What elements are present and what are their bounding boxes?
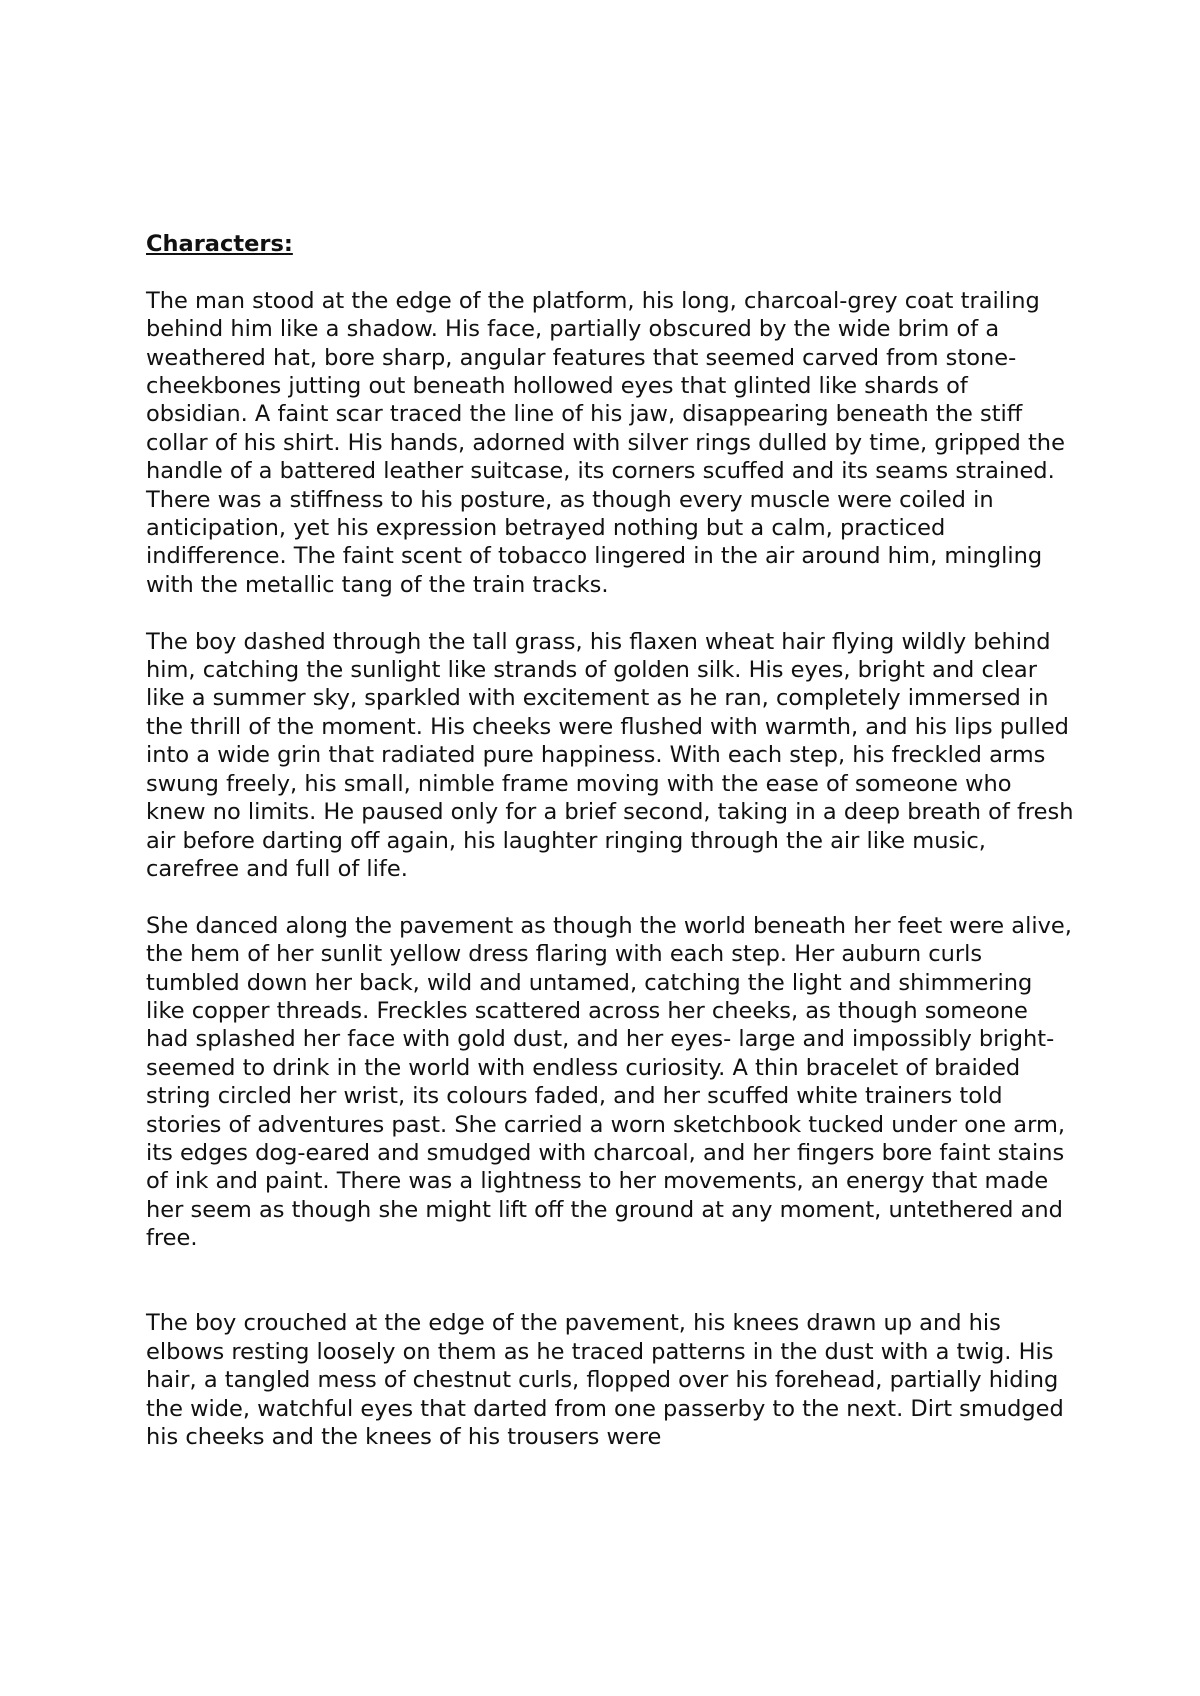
paragraph-boy-crouching: The boy crouched at the edge of the pavement, his knees drawn up and his elbows resting loosely on them as he traced patterns in the dust with a twig. His hair, a tangled mess of chestnut curls, flopped over his forehead, partially hiding the wide, watchful eyes that darted from one passerby to the next. Dirt smudged his cheeks and the knees of his trousers were — [146, 1310, 1064, 1450]
paragraph-man-on-platform: The man stood at the edge of the platform, his long, charcoal-grey coat trailing behind him like a shadow. His face, partially obscured by the wide brim of a weathered hat, bore sharp, angular features that seemed carved from stone- cheekbones jutting out beneath hollowed eyes that glinted like shards of obsidian. A faint scar traced the line of his jaw, disappearing beneath the stiff collar of his shirt. His hands, adorned with silver rings dulled by time, gripped the handle of a battered leather suitcase, its corners scuffed and its seams strained. There was a stiffness to his posture, as though every muscle were coiled in anticipation, yet his expression betrayed nothing but a calm, practiced indifference. The faint scent of tobacco lingered in the air around him, mingling with the metallic tang of the train tracks. — [146, 287, 1065, 598]
section-heading: Characters: — [146, 231, 293, 257]
paragraph-girl-dancing: She danced along the pavement as though the world beneath her feet were alive, the hem of her sunlit yellow dress flaring with each step. Her auburn curls tumbled down her back, wild and untamed, catching the light and shimmering like copper threads. Freckles scattered across her cheeks, as though someone had splashed her face with gold dust, and her eyes- large and impossibly bright- seemed to drink in the world with endless curiosity. A thin bracelet of braided string circled her wrist, its colours faded, and her scuffed white trainers told stories of adventures past. She carried a worn sketchbook tucked under one arm, its edges dog-eared and smudged with charcoal, and her fingers bore faint stains of ink and paint. There was a lightness to her movements, an energy that made her seem as though she might lift off the ground at any moment, untethered and free. — [146, 912, 1072, 1252]
paragraph-boy-in-grass: The boy dashed through the tall grass, his flaxen wheat hair flying wildly behind him, catching the sunlight like strands of golden silk. His eyes, bright and clear like a summer sky, sparkled with excitement as he ran, completely immersed in the thrill of the moment. His cheeks were flushed with warmth, and his lips pulled into a wide grin that radiated pure happiness. With each step, his freckled arms swung freely, his small, nimble frame moving with the ease of someone who knew no limits. He paused only for a brief second, taking in a deep breath of fresh air before darting off again, his laughter ringing through the air like music, carefree and full of life. — [146, 628, 1074, 882]
document-body — [146, 230, 1076, 1480]
